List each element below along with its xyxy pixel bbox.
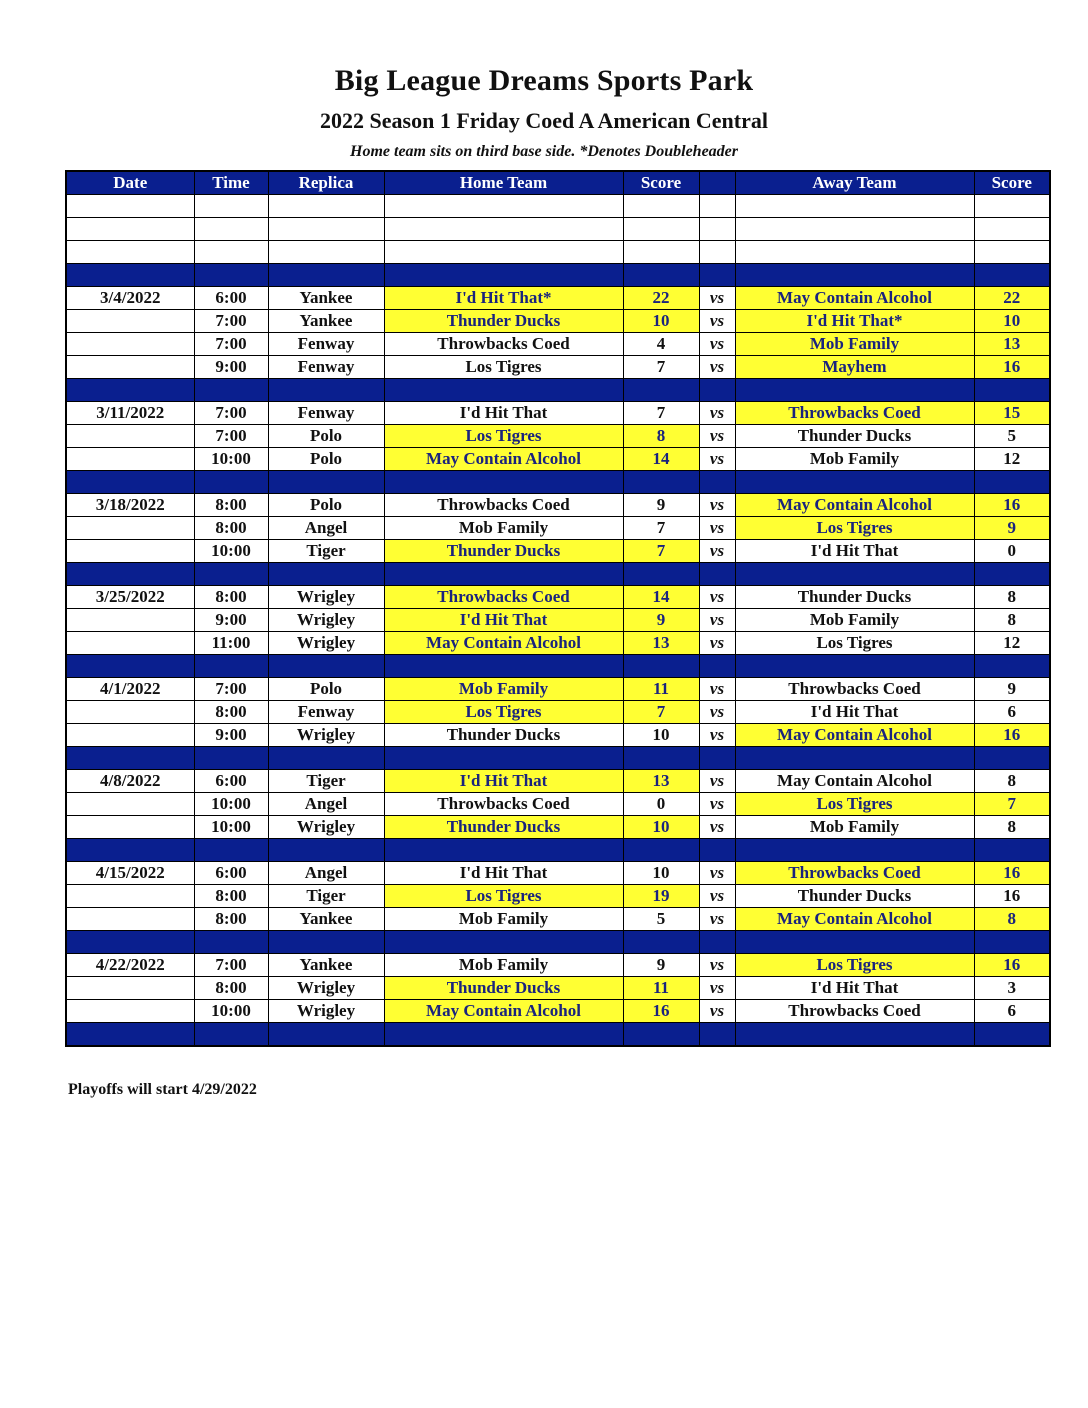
schedule-note: Home team sits on third base side. *Denotes Doubleheader <box>350 143 738 160</box>
game-row <box>66 701 1050 724</box>
game-row <box>66 356 1050 379</box>
game-replica: Tiger <box>268 540 384 563</box>
game-row <box>66 425 1050 448</box>
game-row <box>66 287 1050 310</box>
game-row <box>66 724 1050 747</box>
home-team: Mob Family <box>384 678 623 701</box>
away-score: 6 <box>974 1000 1050 1023</box>
separator-row <box>66 747 1050 770</box>
game-date <box>66 609 194 632</box>
game-date <box>66 632 194 655</box>
away-score: 9 <box>974 517 1050 540</box>
blank-row <box>66 195 1050 218</box>
game-row <box>66 586 1050 609</box>
game-date: 3/25/2022 <box>66 586 194 609</box>
game-time: 8:00 <box>194 908 268 931</box>
game-date: 4/1/2022 <box>66 678 194 701</box>
separator-row <box>66 264 1050 287</box>
game-date <box>66 1000 194 1023</box>
home-score: 22 <box>623 287 699 310</box>
home-team: Los Tigres <box>384 425 623 448</box>
col-header-away-score: Score <box>974 171 1050 195</box>
away-score: 13 <box>974 333 1050 356</box>
col-header-vs <box>699 171 735 195</box>
page-title: Big League Dreams Sports Park <box>334 64 754 97</box>
away-team: Mob Family <box>735 448 974 471</box>
game-time: 10:00 <box>194 816 268 839</box>
away-team: Los Tigres <box>735 793 974 816</box>
game-replica: Yankee <box>268 908 384 931</box>
away-team: Mob Family <box>735 609 974 632</box>
home-score: 7 <box>623 540 699 563</box>
away-score: 5 <box>974 425 1050 448</box>
away-score: 12 <box>974 448 1050 471</box>
game-replica: Yankee <box>268 954 384 977</box>
away-team: I'd Hit That <box>735 977 974 1000</box>
separator-row <box>66 839 1050 862</box>
game-date <box>66 310 194 333</box>
away-team: Throwbacks Coed <box>735 1000 974 1023</box>
vs-label: vs <box>699 977 735 1000</box>
game-date <box>66 701 194 724</box>
game-replica: Polo <box>268 448 384 471</box>
away-team: Throwbacks Coed <box>735 678 974 701</box>
game-row <box>66 954 1050 977</box>
game-row <box>66 793 1050 816</box>
separator-row <box>66 655 1050 678</box>
separator-row <box>66 563 1050 586</box>
home-team: Los Tigres <box>384 356 623 379</box>
home-team: Mob Family <box>384 954 623 977</box>
game-row <box>66 333 1050 356</box>
vs-label: vs <box>699 724 735 747</box>
vs-label: vs <box>699 287 735 310</box>
blank-row <box>66 241 1050 264</box>
away-team: Mob Family <box>735 816 974 839</box>
game-time: 6:00 <box>194 287 268 310</box>
separator-row <box>66 379 1050 402</box>
game-row <box>66 632 1050 655</box>
game-time: 8:00 <box>194 517 268 540</box>
home-score: 19 <box>623 885 699 908</box>
game-replica: Tiger <box>268 885 384 908</box>
away-team: Los Tigres <box>735 517 974 540</box>
home-score: 9 <box>623 954 699 977</box>
blank-row <box>66 218 1050 241</box>
vs-label: vs <box>699 609 735 632</box>
away-team: I'd Hit That* <box>735 310 974 333</box>
game-row <box>66 908 1050 931</box>
game-replica: Angel <box>268 517 384 540</box>
away-score: 16 <box>974 356 1050 379</box>
away-score: 8 <box>974 816 1050 839</box>
game-time: 8:00 <box>194 701 268 724</box>
game-replica: Yankee <box>268 310 384 333</box>
away-team: May Contain Alcohol <box>735 494 974 517</box>
away-team: May Contain Alcohol <box>735 908 974 931</box>
vs-label: vs <box>699 356 735 379</box>
home-score: 16 <box>623 1000 699 1023</box>
home-score: 9 <box>623 609 699 632</box>
game-row <box>66 678 1050 701</box>
home-team: Thunder Ducks <box>384 816 623 839</box>
game-replica: Wrigley <box>268 816 384 839</box>
home-team: Thunder Ducks <box>384 977 623 1000</box>
game-row <box>66 448 1050 471</box>
home-team: Mob Family <box>384 517 623 540</box>
away-score: 3 <box>974 977 1050 1000</box>
home-team: I'd Hit That <box>384 862 623 885</box>
home-score: 7 <box>623 517 699 540</box>
game-row <box>66 862 1050 885</box>
game-time: 9:00 <box>194 356 268 379</box>
home-score: 10 <box>623 816 699 839</box>
away-team: May Contain Alcohol <box>735 770 974 793</box>
away-score: 6 <box>974 701 1050 724</box>
home-score: 4 <box>623 333 699 356</box>
game-replica: Wrigley <box>268 609 384 632</box>
game-date <box>66 517 194 540</box>
home-score: 14 <box>623 448 699 471</box>
playoffs-note: Playoffs will start 4/29/2022 <box>68 1081 257 1098</box>
game-date <box>66 793 194 816</box>
home-team: Thunder Ducks <box>384 724 623 747</box>
vs-label: vs <box>699 402 735 425</box>
game-time: 10:00 <box>194 793 268 816</box>
game-time: 9:00 <box>194 724 268 747</box>
schedule-table <box>65 170 1051 1047</box>
vs-label: vs <box>699 1000 735 1023</box>
vs-label: vs <box>699 862 735 885</box>
col-header-home-score: Score <box>623 171 699 195</box>
col-header-date: Date <box>66 171 194 195</box>
home-team: May Contain Alcohol <box>384 1000 623 1023</box>
game-date <box>66 333 194 356</box>
away-score: 16 <box>974 885 1050 908</box>
game-replica: Yankee <box>268 287 384 310</box>
home-team: Throwbacks Coed <box>384 494 623 517</box>
game-replica: Fenway <box>268 333 384 356</box>
game-time: 8:00 <box>194 586 268 609</box>
game-replica: Polo <box>268 494 384 517</box>
game-replica: Wrigley <box>268 977 384 1000</box>
schedule-body <box>66 195 1050 1047</box>
game-row <box>66 977 1050 1000</box>
away-score: 16 <box>974 862 1050 885</box>
game-time: 10:00 <box>194 540 268 563</box>
game-row <box>66 770 1050 793</box>
game-replica: Polo <box>268 425 384 448</box>
home-team: I'd Hit That <box>384 609 623 632</box>
game-time: 7:00 <box>194 402 268 425</box>
away-team: Thunder Ducks <box>735 425 974 448</box>
home-score: 5 <box>623 908 699 931</box>
game-time: 11:00 <box>194 632 268 655</box>
vs-label: vs <box>699 517 735 540</box>
game-row <box>66 517 1050 540</box>
game-date: 3/4/2022 <box>66 287 194 310</box>
game-replica: Fenway <box>268 356 384 379</box>
home-team: Throwbacks Coed <box>384 333 623 356</box>
home-score: 14 <box>623 586 699 609</box>
home-team: Throwbacks Coed <box>384 793 623 816</box>
game-replica: Fenway <box>268 402 384 425</box>
col-header-away-team: Away Team <box>735 171 974 195</box>
game-row <box>66 402 1050 425</box>
game-date <box>66 448 194 471</box>
game-time: 8:00 <box>194 977 268 1000</box>
home-score: 7 <box>623 356 699 379</box>
game-time: 8:00 <box>194 885 268 908</box>
game-time: 8:00 <box>194 494 268 517</box>
game-row <box>66 885 1050 908</box>
away-team: Throwbacks Coed <box>735 402 974 425</box>
away-score: 12 <box>974 632 1050 655</box>
away-score: 9 <box>974 678 1050 701</box>
game-replica: Wrigley <box>268 586 384 609</box>
game-replica: Angel <box>268 793 384 816</box>
vs-label: vs <box>699 540 735 563</box>
vs-label: vs <box>699 632 735 655</box>
vs-label: vs <box>699 954 735 977</box>
away-score: 10 <box>974 310 1050 333</box>
game-time: 7:00 <box>194 678 268 701</box>
home-team: Los Tigres <box>384 885 623 908</box>
home-score: 11 <box>623 977 699 1000</box>
game-date: 3/18/2022 <box>66 494 194 517</box>
game-time: 9:00 <box>194 609 268 632</box>
home-score: 10 <box>623 862 699 885</box>
away-score: 22 <box>974 287 1050 310</box>
col-header-home-team: Home Team <box>384 171 623 195</box>
game-date <box>66 724 194 747</box>
home-team: Los Tigres <box>384 701 623 724</box>
vs-label: vs <box>699 908 735 931</box>
away-team: Thunder Ducks <box>735 586 974 609</box>
page-subtitle: 2022 Season 1 Friday Coed A American Central <box>320 108 768 133</box>
separator-row <box>66 931 1050 954</box>
game-row <box>66 494 1050 517</box>
home-score: 13 <box>623 632 699 655</box>
home-team: Mob Family <box>384 908 623 931</box>
home-team: Throwbacks Coed <box>384 586 623 609</box>
vs-label: vs <box>699 333 735 356</box>
away-score: 7 <box>974 793 1050 816</box>
game-row <box>66 310 1050 333</box>
home-score: 13 <box>623 770 699 793</box>
away-team: Mob Family <box>735 333 974 356</box>
game-row <box>66 609 1050 632</box>
home-score: 7 <box>623 402 699 425</box>
vs-label: vs <box>699 448 735 471</box>
away-team: Los Tigres <box>735 632 974 655</box>
game-time: 7:00 <box>194 310 268 333</box>
game-replica: Tiger <box>268 770 384 793</box>
home-team: I'd Hit That <box>384 402 623 425</box>
game-date: 4/8/2022 <box>66 770 194 793</box>
home-team: May Contain Alcohol <box>384 448 623 471</box>
vs-label: vs <box>699 310 735 333</box>
away-score: 8 <box>974 770 1050 793</box>
home-team: May Contain Alcohol <box>384 632 623 655</box>
vs-label: vs <box>699 770 735 793</box>
game-time: 10:00 <box>194 1000 268 1023</box>
home-team: I'd Hit That <box>384 770 623 793</box>
separator-row <box>66 471 1050 494</box>
vs-label: vs <box>699 425 735 448</box>
game-time: 7:00 <box>194 333 268 356</box>
vs-label: vs <box>699 885 735 908</box>
away-team: May Contain Alcohol <box>735 287 974 310</box>
game-replica: Wrigley <box>268 1000 384 1023</box>
home-score: 8 <box>623 425 699 448</box>
game-date <box>66 540 194 563</box>
header-row <box>66 171 1050 195</box>
away-team: Throwbacks Coed <box>735 862 974 885</box>
game-date <box>66 977 194 1000</box>
game-date: 4/15/2022 <box>66 862 194 885</box>
vs-label: vs <box>699 793 735 816</box>
home-team: Thunder Ducks <box>384 540 623 563</box>
away-team: I'd Hit That <box>735 701 974 724</box>
col-header-replica: Replica <box>268 171 384 195</box>
away-score: 8 <box>974 908 1050 931</box>
vs-label: vs <box>699 816 735 839</box>
game-time: 10:00 <box>194 448 268 471</box>
vs-label: vs <box>699 701 735 724</box>
home-score: 0 <box>623 793 699 816</box>
home-score: 10 <box>623 724 699 747</box>
game-date <box>66 356 194 379</box>
vs-label: vs <box>699 678 735 701</box>
away-team: I'd Hit That <box>735 540 974 563</box>
away-score: 16 <box>974 494 1050 517</box>
away-score: 16 <box>974 724 1050 747</box>
game-date <box>66 816 194 839</box>
game-row <box>66 1000 1050 1023</box>
home-score: 11 <box>623 678 699 701</box>
vs-label: vs <box>699 494 735 517</box>
game-replica: Wrigley <box>268 724 384 747</box>
away-score: 8 <box>974 609 1050 632</box>
game-replica: Wrigley <box>268 632 384 655</box>
home-team: Thunder Ducks <box>384 310 623 333</box>
game-time: 6:00 <box>194 770 268 793</box>
game-date <box>66 908 194 931</box>
away-team: Los Tigres <box>735 954 974 977</box>
home-team: I'd Hit That* <box>384 287 623 310</box>
col-header-time: Time <box>194 171 268 195</box>
game-replica: Polo <box>268 678 384 701</box>
game-date <box>66 885 194 908</box>
away-team: Thunder Ducks <box>735 885 974 908</box>
game-replica: Fenway <box>268 701 384 724</box>
away-score: 8 <box>974 586 1050 609</box>
away-team: May Contain Alcohol <box>735 724 974 747</box>
away-score: 0 <box>974 540 1050 563</box>
home-score: 9 <box>623 494 699 517</box>
game-date <box>66 425 194 448</box>
vs-label: vs <box>699 586 735 609</box>
separator-row <box>66 1023 1050 1047</box>
game-row <box>66 816 1050 839</box>
home-score: 10 <box>623 310 699 333</box>
game-time: 7:00 <box>194 954 268 977</box>
away-team: Mayhem <box>735 356 974 379</box>
game-replica: Angel <box>268 862 384 885</box>
game-row <box>66 540 1050 563</box>
game-time: 6:00 <box>194 862 268 885</box>
game-date: 4/22/2022 <box>66 954 194 977</box>
game-time: 7:00 <box>194 425 268 448</box>
away-score: 15 <box>974 402 1050 425</box>
game-date: 3/11/2022 <box>66 402 194 425</box>
home-score: 7 <box>623 701 699 724</box>
away-score: 16 <box>974 954 1050 977</box>
